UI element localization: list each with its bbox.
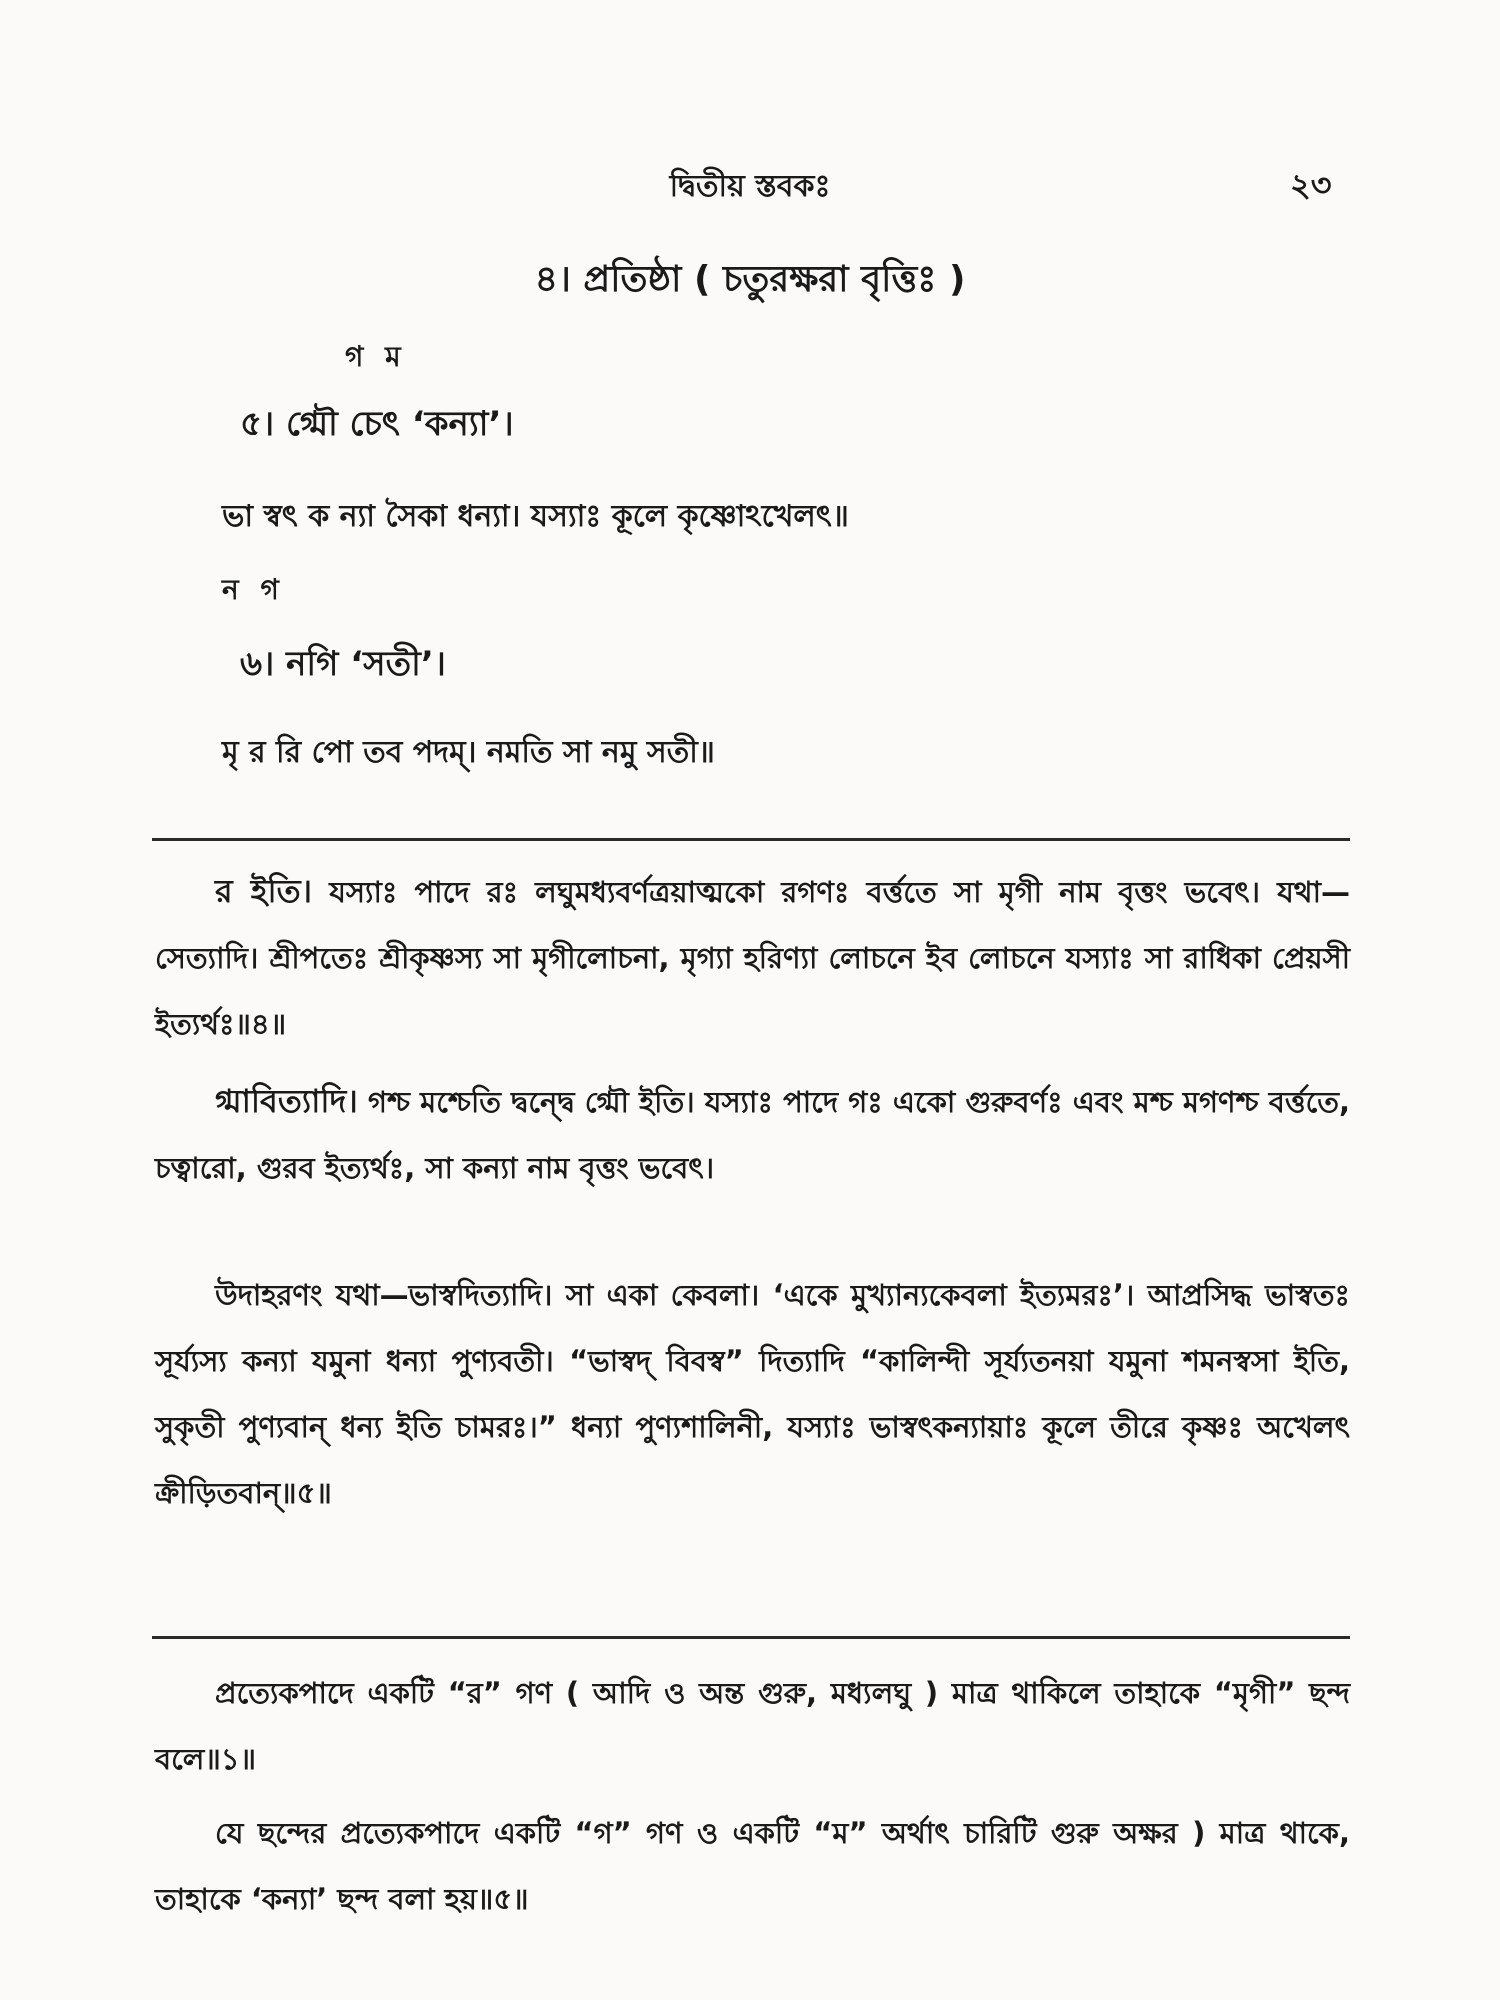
verse-title: ৫। গ্মৌ চেৎ ‘কন্যা’। <box>240 404 514 444</box>
commentary-text: গশ্চ মশ্চেতি দ্বন্দ্বে গ্মৌ ইতি। যস্যাঃ পাদে গঃ একো গুরুবর্ণঃ এবং মশ্চ মগণশ্চ বর্ত্ততে, চত্বারো, গুরব ইত্যর্থঃ, সা কন্যা নাম বৃত্তং ভবেৎ। <box>155 1085 1350 1185</box>
translation-paragraph: যে ছন্দের প্রত্যেকপাদে একটি “গ” গণ ও একটি “ম” অর্থাৎ চারিটি গুরু অক্ষর ) মাত্র থাকে, তাহাকে ‘কন্যা’ ছন্দ বলা হয়॥৫॥ <box>155 1816 1350 1916</box>
divider <box>152 838 1350 841</box>
commentary-paragraph <box>155 858 1350 1057</box>
section-heading: ৪। প্রতিষ্ঠা ( চতুরক্ষরা বৃত্তিঃ ) <box>534 259 966 300</box>
verse-title: ৬। নগি ‘সতী’। <box>240 644 446 684</box>
verse-line: ভা স্বৎ ক ন্যা সৈকা ধন্যা। যস্যাঃ কূলে কৃষ্ণোঽখেলৎ॥ <box>222 499 849 534</box>
commentary-lead: গ্মাবিত্যাদি। <box>215 1082 358 1120</box>
divider <box>152 1636 1350 1639</box>
meter-marks: গ ম <box>345 340 407 373</box>
page-number: ২৩ <box>1290 166 1332 204</box>
commentary-text: যস্যাঃ পাদে রঃ লঘুমধ্যবর্ণত্রয়াত্মকো রগণঃ বর্ত্ততে সা মৃগী নাম বৃত্তং ভবেৎ। যথা—সেত্যাদি। শ্রীপতেঃ শ্রীকৃষ্ণস্য সা মৃগীলোচনা, মৃগ্যা হরিণ্যা লোচনে ইব লোচনে যস্যাঃ সা রাধিকা প্রেয়সী ইত্যর্থঃ॥৪॥ <box>155 875 1350 1041</box>
running-header: দ্বিতীয় স্তবকঃ <box>669 169 831 204</box>
commentary-paragraph <box>155 1068 1350 1201</box>
verse-line: মৃ র রি পো তব পদম্। নমতি সা নমু সতী॥ <box>222 735 715 770</box>
commentary-lead: র ইতি। <box>215 872 313 910</box>
commentary-paragraph: উদাহরণং যথা—ভাস্বদিত্যাদি। সা একা কেবলা। ‘একে মুখ্যান্যকেবলা ইত্যমরঃ’। আপ্রসিদ্ধ ভাস্বতঃ সূর্য্যস্য কন্যা যমুনা ধন্যা পুণ্যবতী। “ভাস্বদ্ বিবস্ব” দিত্যাদি “কালিন্দী সূর্য্যতনয়া যমুনা শমনস্বসা ইতি, সুকৃতী পুণ্যবান্ ধন্য ইতি চামরঃ।” ধন্যা পুণ্যশালিনী, যস্যাঃ ভাস্বৎকন্যায়াঃ কূলে তীরে কৃষ্ণঃ অখেলৎ ক্রীড়িতবান্॥৫॥ <box>155 1278 1350 1510</box>
translation-paragraph: প্রত্যেকপাদে একটি “র” গণ ( আদি ও অন্ত গুরু, মধ্যলঘু ) মাত্র থাকিলে তাহাকে “মৃগী” ছন্দ বলে॥১॥ <box>155 1676 1350 1776</box>
meter-marks: ন গ <box>222 573 285 606</box>
